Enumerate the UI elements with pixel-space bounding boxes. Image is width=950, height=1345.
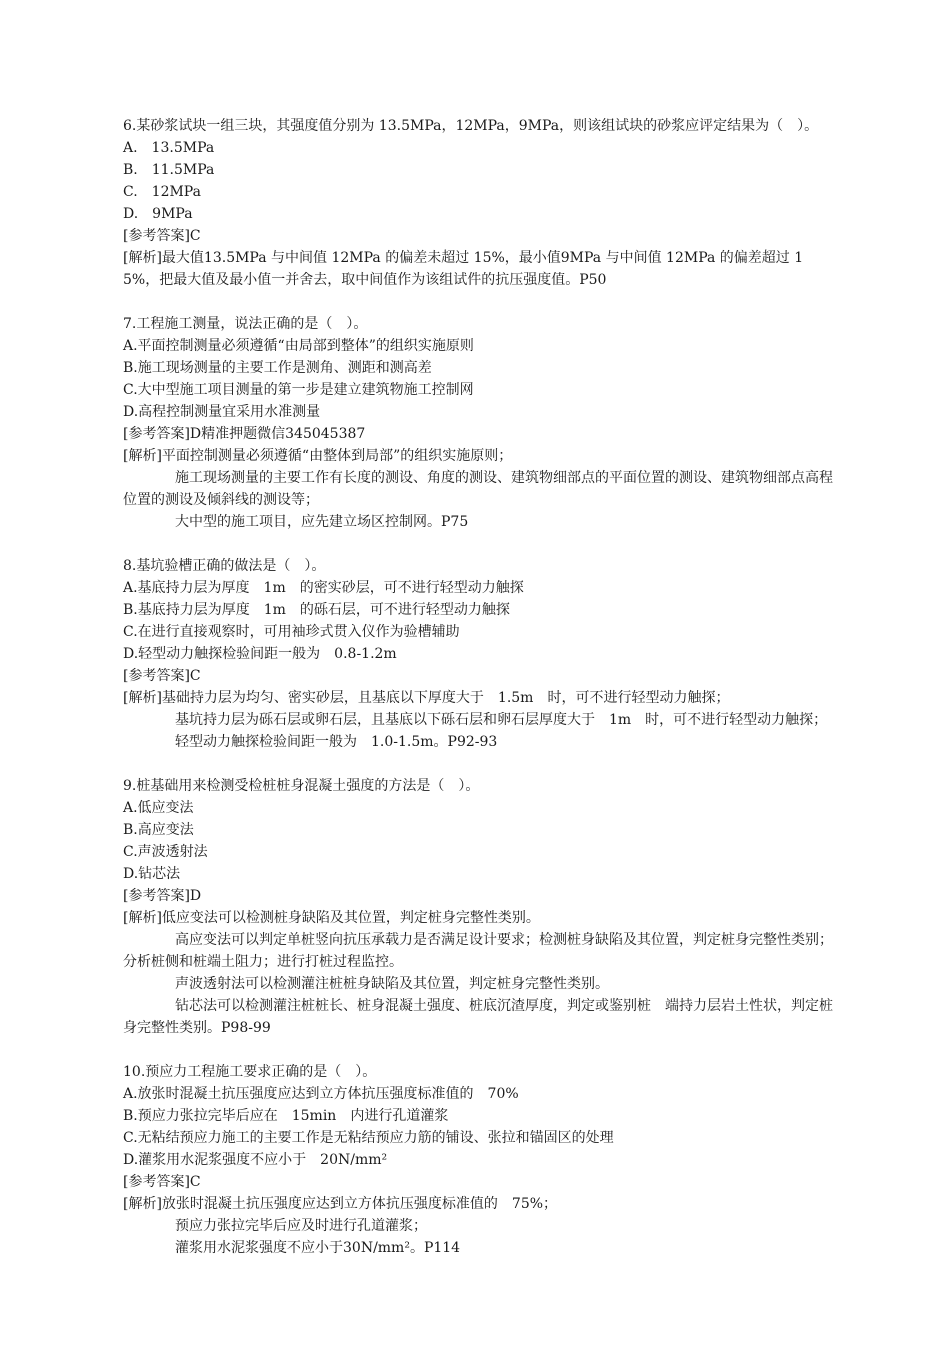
question-stem: 7.工程施工测量，说法正确的是（ ）。 xyxy=(123,316,368,332)
analysis-line: 轻型动力触探检验间距一般为 1.0-1.5m。P92-93 xyxy=(175,734,498,750)
question-stem: 10.预应力工程施工要求正确的是（ ）。 xyxy=(123,1064,377,1080)
analysis-line: [解析]最大值13.5MPa 与中间值 12MPa 的偏差未超过 15%，最小值9MPa 与中间值 12MPa 的偏差超过 15%，把最大值及最小值一并舍去，取中间值作为该组试件的抗压强度值。P50 xyxy=(123,250,804,288)
option-d: D.高程控制测量宜采用水准测量 xyxy=(123,404,321,420)
reference-answer: [参考答案]D xyxy=(123,888,202,904)
option-a: A.放张时混凝土抗压强度应达到立方体抗压强度标准值的 70% xyxy=(123,1086,519,1102)
option-d: D.灌浆用水泥浆强度不应小于 20N/mm² xyxy=(123,1152,388,1168)
option-a: A.基底持力层为厚度 1m 的密实砂层，可不进行轻型动力触探 xyxy=(123,580,524,596)
analysis-line: 声波透射法可以检测灌注桩桩身缺陷及其位置，判定桩身完整性类别。 xyxy=(175,976,609,992)
question-6 xyxy=(123,115,833,291)
option-a: A. 13.5MPa xyxy=(123,140,215,156)
analysis-line: [解析]平面控制测量必须遵循“由整体到局部”的组织实施原则； xyxy=(123,448,513,464)
option-b: B.高应变法 xyxy=(123,822,194,838)
analysis-line: 预应力张拉完毕后应及时进行孔道灌浆； xyxy=(175,1218,427,1234)
analysis-line: 施工现场测量的主要工作有长度的测设、角度的测设、建筑物细部点的平面位置的测设、建筑物细部点高程位置的测设及倾斜线的测设等； xyxy=(123,470,833,508)
question-9 xyxy=(123,775,833,1039)
reference-answer: [参考答案]C xyxy=(123,668,201,684)
option-a: A.平面控制测量必须遵循“由局部到整体”的组织实施原则 xyxy=(123,338,474,354)
analysis-line: 大中型的施工项目，应先建立场区控制网。P75 xyxy=(175,514,469,530)
analysis-line: 钻芯法可以检测灌注桩桩长、桩身混凝土强度、桩底沉渣厚度，判定或鉴别桩 端持力层岩土性状，判定桩身完整性类别。P98-99 xyxy=(123,998,833,1036)
option-c: C.大中型施工项目测量的第一步是建立建筑物施工控制网 xyxy=(123,382,474,398)
option-b: B. 11.5MPa xyxy=(123,162,215,178)
question-10 xyxy=(123,1061,833,1259)
option-c: C. 12MPa xyxy=(123,184,201,200)
analysis-line: [解析]基础持力层为均匀、密实砂层，且基底以下厚度大于 1.5m 时，可不进行轻型动力触探； xyxy=(123,690,730,706)
question-7 xyxy=(123,313,833,533)
option-b: B.基底持力层为厚度 1m 的砾石层，可不进行轻型动力触探 xyxy=(123,602,510,618)
reference-answer: [参考答案]C xyxy=(123,228,201,244)
analysis-line: 基坑持力层为砾石层或卵石层，且基底以下砾石层和卵石层厚度大于 1m 时，可不进行轻型动力触探； xyxy=(175,712,828,728)
question-stem: 6.某砂浆试块一组三块，其强度值分别为 13.5MPa，12MPa，9MPa，则该组试块的砂浆应评定结果为（ ）。 xyxy=(123,118,819,134)
option-a: A.低应变法 xyxy=(123,800,194,816)
option-b: B.施工现场测量的主要工作是测角、测距和测高差 xyxy=(123,360,432,376)
option-d: D.轻型动力触探检验间距一般为 0.8-1.2m xyxy=(123,646,397,662)
option-b: B.预应力张拉完毕后应在 15min 内进行孔道灌浆 xyxy=(123,1108,449,1124)
option-c: C.无粘结预应力施工的主要工作是无粘结预应力筋的铺设、张拉和锚固区的处理 xyxy=(123,1130,614,1146)
question-8 xyxy=(123,555,833,753)
analysis-line: 高应变法可以判定单桩竖向抗压承载力是否满足设计要求；检测桩身缺陷及其位置，判定桩身完整性类别；分析桩侧和桩端土阻力；进行打桩过程监控。 xyxy=(123,932,833,970)
document-page xyxy=(123,115,833,1281)
option-c: C.在进行直接观察时，可用袖珍式贯入仪作为验槽辅助 xyxy=(123,624,460,640)
option-d: D. 9MPa xyxy=(123,206,193,222)
option-d: D.钻芯法 xyxy=(123,866,181,882)
analysis-line: 灌浆用水泥浆强度不应小于30N/mm²。P114 xyxy=(175,1240,461,1256)
reference-answer: [参考答案]D精准押题微信345045387 xyxy=(123,426,366,442)
option-c: C.声波透射法 xyxy=(123,844,208,860)
question-stem: 9.桩基础用来检测受检桩桩身混凝土强度的方法是（ ）。 xyxy=(123,778,480,794)
analysis-line: [解析]低应变法可以检测桩身缺陷及其位置，判定桩身完整性类别。 xyxy=(123,910,540,926)
reference-answer: [参考答案]C xyxy=(123,1174,201,1190)
analysis-line: [解析]放张时混凝土抗压强度应达到立方体抗压强度标准值的 75%； xyxy=(123,1196,558,1212)
question-stem: 8.基坑验槽正确的做法是（ ）。 xyxy=(123,558,326,574)
